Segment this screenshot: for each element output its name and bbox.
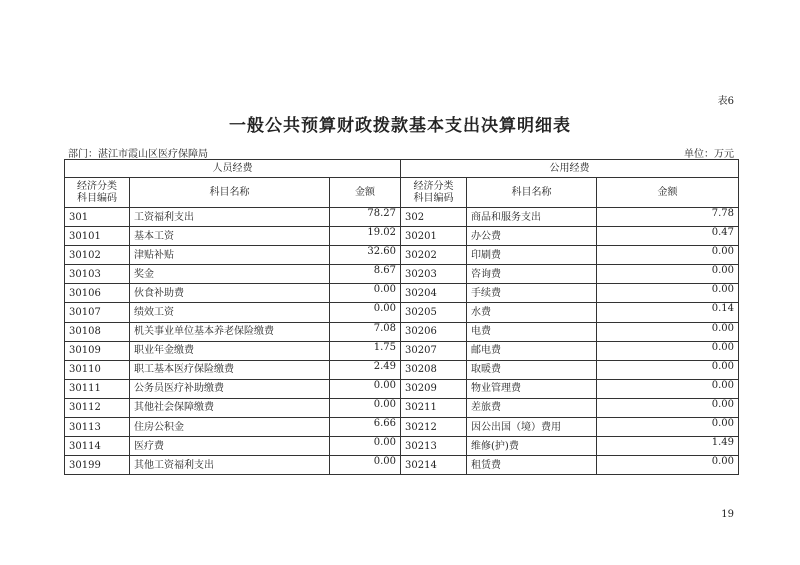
personnel-name-cell: 医疗费 bbox=[130, 437, 330, 456]
personnel-amount-cell: 0.00 bbox=[330, 456, 401, 475]
public-name-cell: 办公费 bbox=[467, 227, 597, 246]
personnel-code-cell: 30108 bbox=[65, 322, 130, 341]
public-code-cell: 30201 bbox=[401, 227, 467, 246]
public-code-cell: 30211 bbox=[401, 398, 467, 417]
public-amount-cell: 0.00 bbox=[597, 341, 739, 360]
public-amount-header: 金额 bbox=[597, 178, 739, 208]
public-amount-cell: 0.00 bbox=[597, 398, 739, 417]
public-code-cell: 302 bbox=[401, 208, 467, 227]
public-amount-cell: 0.00 bbox=[597, 265, 739, 284]
public-name-cell: 差旅费 bbox=[467, 398, 597, 417]
public-name-cell: 因公出国（境）费用 bbox=[467, 418, 597, 437]
department-label: 部门：湛江市霞山区医疗保障局 bbox=[68, 149, 208, 160]
table-row bbox=[65, 322, 739, 341]
personnel-code-cell: 30109 bbox=[65, 341, 130, 360]
personnel-amount-cell: 78.27 bbox=[330, 208, 401, 227]
public-amount-cell: 0.00 bbox=[597, 360, 739, 379]
public-name-cell: 商品和服务支出 bbox=[467, 208, 597, 227]
public-code-cell: 30206 bbox=[401, 322, 467, 341]
table-row bbox=[65, 456, 739, 475]
public-amount-cell: 7.78 bbox=[597, 208, 739, 227]
public-amount-cell: 0.00 bbox=[597, 418, 739, 437]
personnel-name-cell: 伙食补助费 bbox=[130, 284, 330, 303]
public-amount-cell: 0.00 bbox=[597, 246, 739, 265]
personnel-name-header: 科目名称 bbox=[130, 178, 330, 208]
table-row bbox=[65, 437, 739, 456]
personnel-name-cell: 职业年金缴费 bbox=[130, 341, 330, 360]
table-row bbox=[65, 227, 739, 246]
public-code-cell: 30213 bbox=[401, 437, 467, 456]
column-header-row bbox=[65, 178, 739, 208]
table-row bbox=[65, 379, 739, 398]
personnel-name-cell: 奖金 bbox=[130, 265, 330, 284]
personnel-amount-cell: 0.00 bbox=[330, 437, 401, 456]
public-amount-cell: 0.47 bbox=[597, 227, 739, 246]
table-row bbox=[65, 265, 739, 284]
public-name-cell: 咨询费 bbox=[467, 265, 597, 284]
public-name-header: 科目名称 bbox=[467, 178, 597, 208]
expenditure-table bbox=[64, 159, 739, 475]
public-amount-cell: 0.00 bbox=[597, 284, 739, 303]
personnel-code-cell: 30111 bbox=[65, 379, 130, 398]
personnel-code-cell: 30110 bbox=[65, 360, 130, 379]
table-row bbox=[65, 341, 739, 360]
personnel-amount-header: 金额 bbox=[330, 178, 401, 208]
public-code-cell: 30208 bbox=[401, 360, 467, 379]
personnel-amount-cell: 0.00 bbox=[330, 379, 401, 398]
personnel-amount-cell: 0.00 bbox=[330, 398, 401, 417]
personnel-name-cell: 津贴补贴 bbox=[130, 246, 330, 265]
public-code-cell: 30205 bbox=[401, 303, 467, 322]
personnel-code-cell: 30107 bbox=[65, 303, 130, 322]
personnel-amount-cell: 8.67 bbox=[330, 265, 401, 284]
personnel-amount-cell: 7.08 bbox=[330, 322, 401, 341]
public-code-cell: 30209 bbox=[401, 379, 467, 398]
public-code-cell: 30204 bbox=[401, 284, 467, 303]
public-amount-cell: 0.00 bbox=[597, 379, 739, 398]
public-code-cell: 30212 bbox=[401, 418, 467, 437]
personnel-group-header: 人员经费 bbox=[65, 160, 401, 178]
personnel-name-cell: 住房公积金 bbox=[130, 418, 330, 437]
personnel-name-cell: 职工基本医疗保险缴费 bbox=[130, 360, 330, 379]
public-name-cell: 水费 bbox=[467, 303, 597, 322]
public-amount-cell: 0.00 bbox=[597, 456, 739, 475]
personnel-name-cell: 公务员医疗补助缴费 bbox=[130, 379, 330, 398]
personnel-name-cell: 机关事业单位基本养老保险缴费 bbox=[130, 322, 330, 341]
personnel-code-cell: 301 bbox=[65, 208, 130, 227]
personnel-name-cell: 绩效工资 bbox=[130, 303, 330, 322]
public-name-cell: 租赁费 bbox=[467, 456, 597, 475]
personnel-code-cell: 30102 bbox=[65, 246, 130, 265]
personnel-name-cell: 基本工资 bbox=[130, 227, 330, 246]
public-name-cell: 物业管理费 bbox=[467, 379, 597, 398]
personnel-code-cell: 30106 bbox=[65, 284, 130, 303]
personnel-amount-cell: 1.75 bbox=[330, 341, 401, 360]
table-number: 表6 bbox=[717, 96, 734, 107]
table-row bbox=[65, 398, 739, 417]
public-code-cell: 30202 bbox=[401, 246, 467, 265]
personnel-name-cell: 工资福利支出 bbox=[130, 208, 330, 227]
personnel-name-cell: 其他社会保障缴费 bbox=[130, 398, 330, 417]
personnel-amount-cell: 0.00 bbox=[330, 284, 401, 303]
personnel-amount-cell: 2.49 bbox=[330, 360, 401, 379]
public-name-cell: 手续费 bbox=[467, 284, 597, 303]
personnel-amount-cell: 32.60 bbox=[330, 246, 401, 265]
table-row bbox=[65, 208, 739, 227]
public-code-header: 经济分类 科目编码 bbox=[401, 178, 467, 208]
table-row bbox=[65, 418, 739, 437]
personnel-code-cell: 30114 bbox=[65, 437, 130, 456]
public-code-cell: 30207 bbox=[401, 341, 467, 360]
public-group-header: 公用经费 bbox=[401, 160, 739, 178]
personnel-amount-cell: 0.00 bbox=[330, 303, 401, 322]
public-name-cell: 印刷费 bbox=[467, 246, 597, 265]
table-row bbox=[65, 303, 739, 322]
personnel-amount-cell: 6.66 bbox=[330, 418, 401, 437]
public-name-cell: 取暖费 bbox=[467, 360, 597, 379]
personnel-code-cell: 30103 bbox=[65, 265, 130, 284]
public-amount-cell: 0.00 bbox=[597, 322, 739, 341]
page-number: 19 bbox=[721, 509, 734, 520]
group-header-row bbox=[65, 160, 739, 178]
page-title: 一般公共预算财政拨款基本支出决算明细表 bbox=[229, 116, 571, 136]
personnel-amount-cell: 19.02 bbox=[330, 227, 401, 246]
personnel-code-cell: 30112 bbox=[65, 398, 130, 417]
public-name-cell: 邮电费 bbox=[467, 341, 597, 360]
personnel-code-cell: 30199 bbox=[65, 456, 130, 475]
table-row bbox=[65, 360, 739, 379]
personnel-name-cell: 其他工资福利支出 bbox=[130, 456, 330, 475]
unit-label: 单位：万元 bbox=[684, 149, 734, 160]
public-name-cell: 维修(护)费 bbox=[467, 437, 597, 456]
personnel-code-cell: 30101 bbox=[65, 227, 130, 246]
public-amount-cell: 1.49 bbox=[597, 437, 739, 456]
personnel-code-cell: 30113 bbox=[65, 418, 130, 437]
public-amount-cell: 0.14 bbox=[597, 303, 739, 322]
table-row bbox=[65, 246, 739, 265]
personnel-code-header: 经济分类 科目编码 bbox=[65, 178, 130, 208]
public-code-cell: 30203 bbox=[401, 265, 467, 284]
table-row bbox=[65, 284, 739, 303]
public-code-cell: 30214 bbox=[401, 456, 467, 475]
public-name-cell: 电费 bbox=[467, 322, 597, 341]
